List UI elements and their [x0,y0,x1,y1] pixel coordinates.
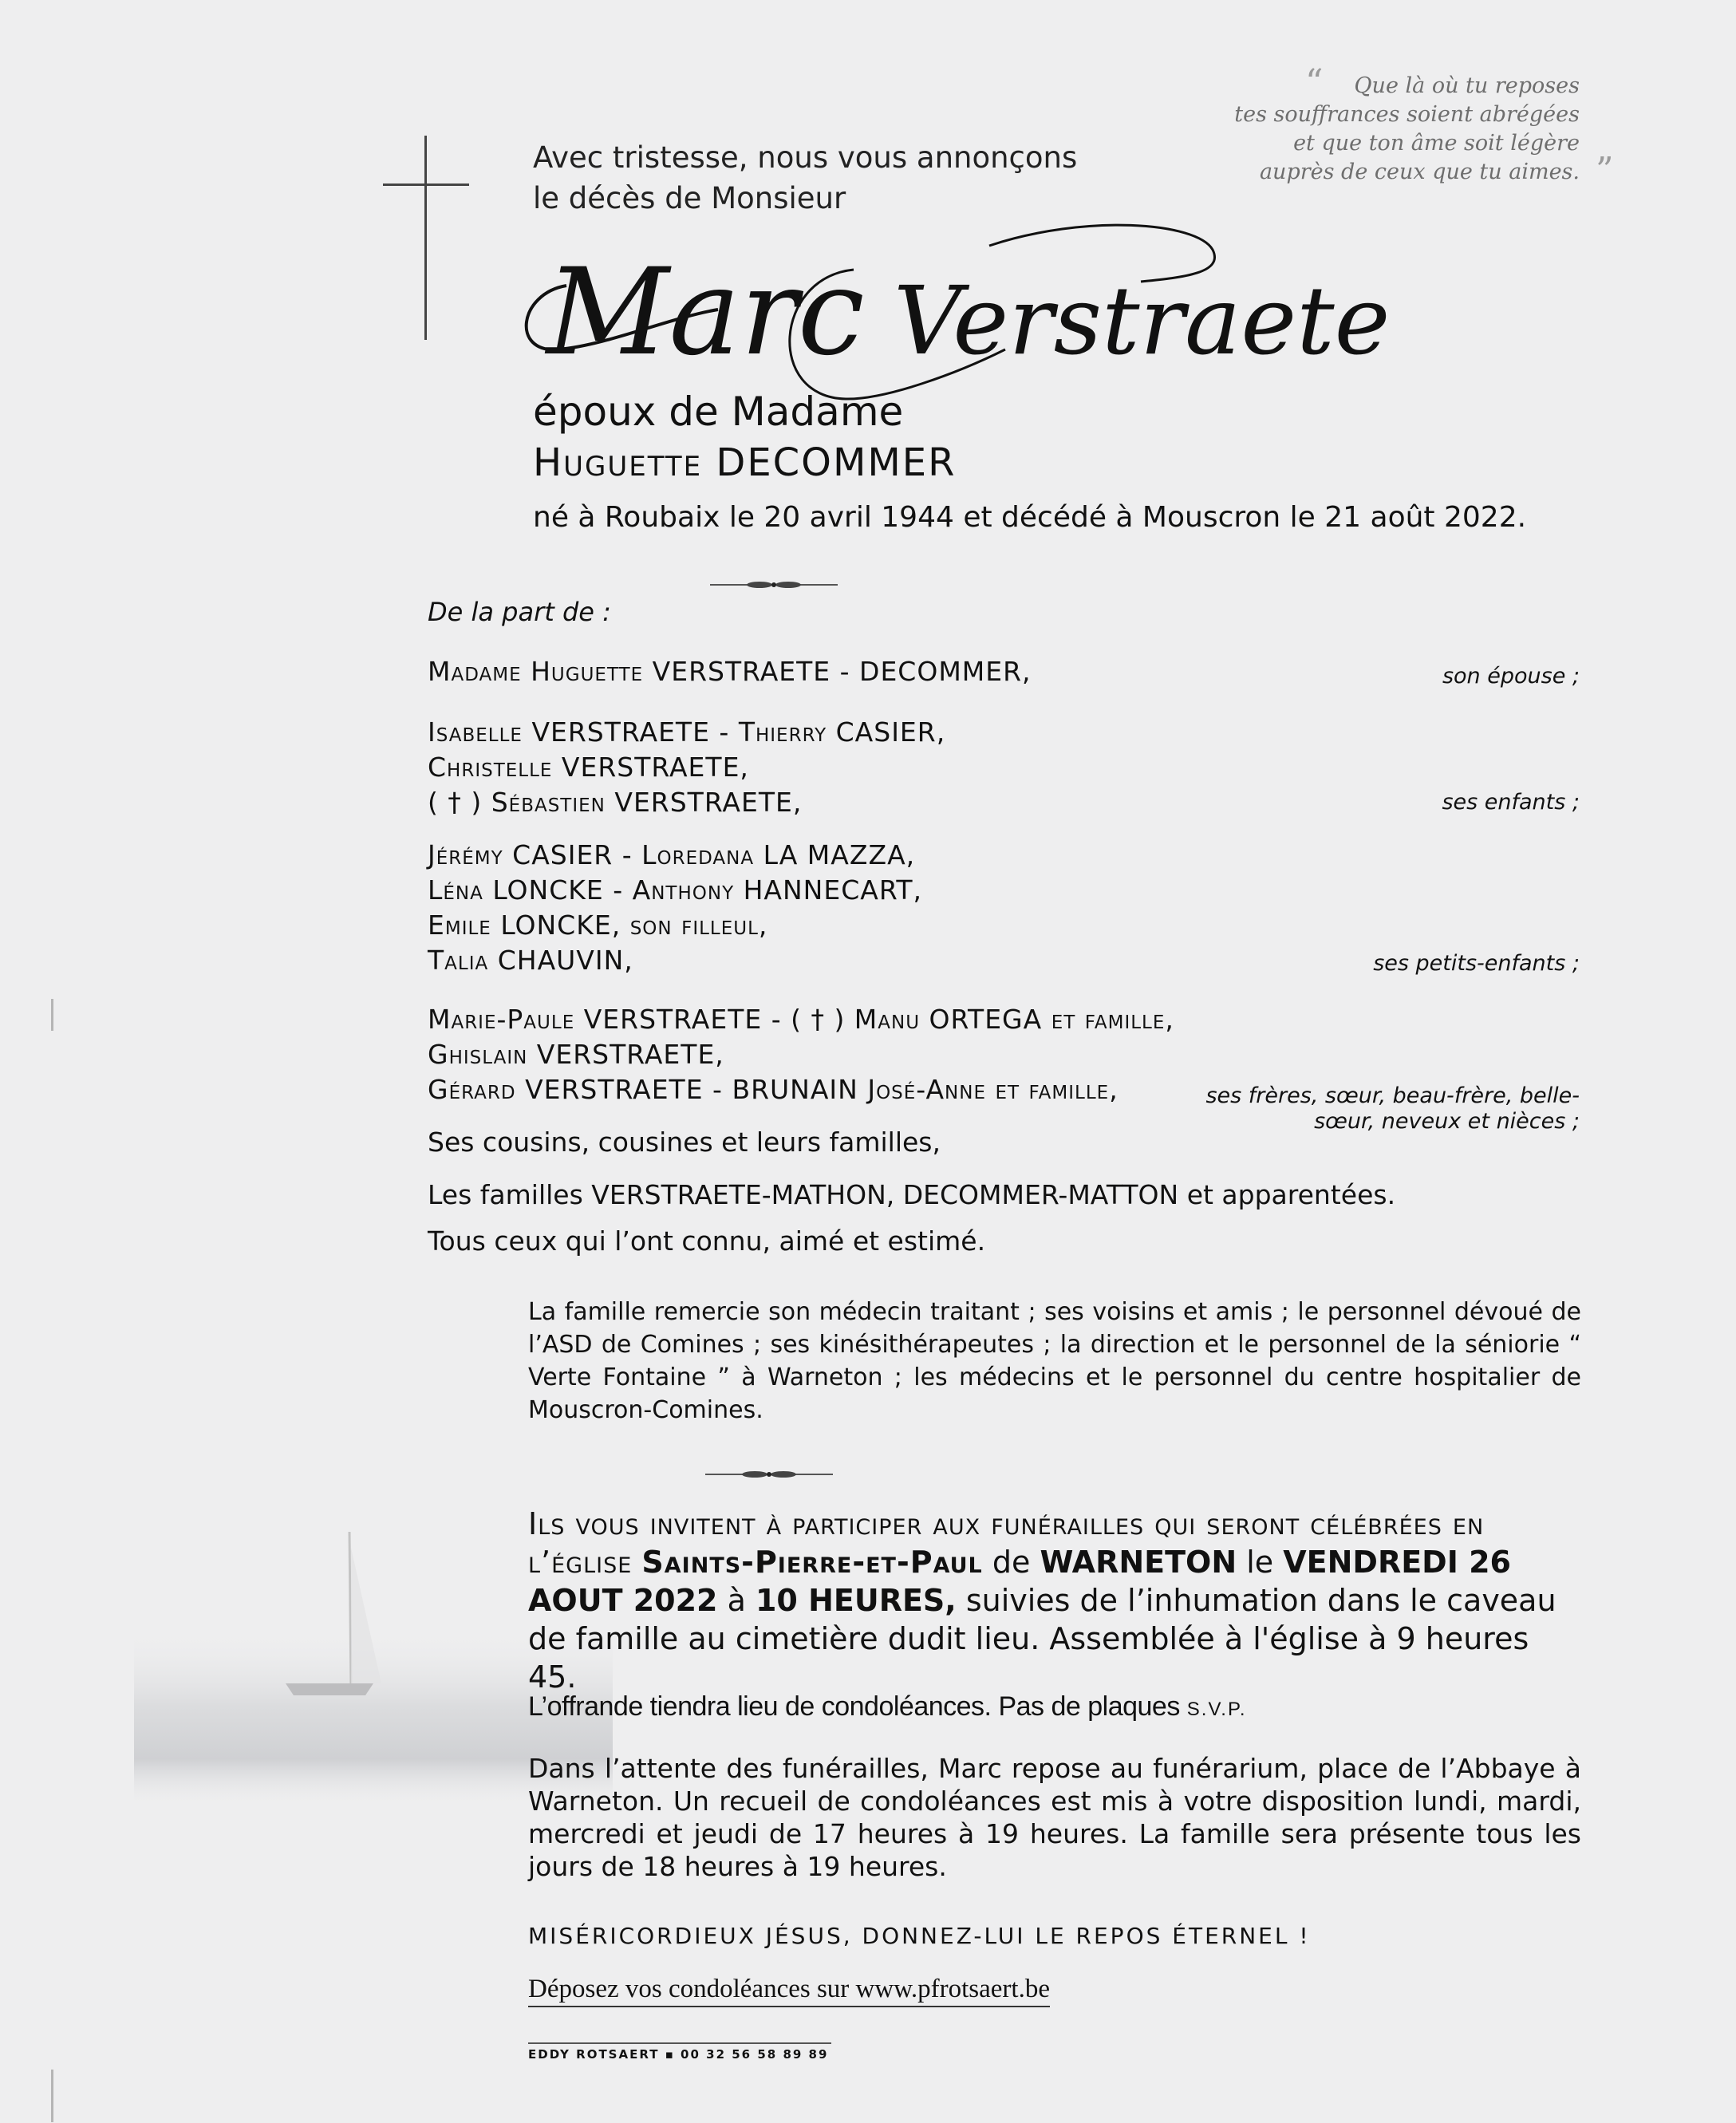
funeral-home-footer: EDDY ROTSAERT ▪ 00 32 56 58 89 89 [528,2042,831,2062]
all-known-line: Tous ceux qui l’ont connu, aimé et estimé. [428,1225,986,1257]
scan-mark [51,999,53,1031]
spouse-name: Huguette DECOMMER [533,440,957,485]
invitation-a: à [727,1583,746,1618]
ornament-divider-icon [710,579,838,590]
family-group-children [428,715,945,820]
family-line: Madame Huguette VERSTRAETE - DECOMMER, [428,656,1032,687]
family-group-spouse [428,654,1032,689]
deceased-last-name: Verstraete [894,266,1391,376]
cross-icon-bar [383,183,469,186]
invitation-intro: Ils vous invitent à participer aux funérailles qui seront célébrées en l’église [528,1506,1485,1580]
deceased-first-name: Marc [546,243,865,382]
family-group-grandchildren [428,838,922,978]
family-line: Ghislain VERSTRAETE, [428,1039,724,1070]
offering-svp: S.V.P. [1186,1699,1247,1720]
quote-line: auprès de ceux que tu aimes. [1259,160,1580,184]
church-name: Saints-Pierre-et-Paul [641,1545,983,1580]
funeral-invitation [528,1505,1581,1696]
offering-text: L’offrande tiendra lieu de condoléances. Pas de plaques [528,1691,1180,1722]
relation-line: ses frères, sœur, beau-frère, belle- [1205,1083,1580,1108]
family-label: De la part de : [428,597,611,627]
family-line: Gérard VERSTRAETE - BRUNAIN José-Anne et famille, [428,1074,1119,1105]
prayer-line: MISÉRICORDIEUX JÉSUS, DONNEZ-LUI LE REPOS ÉTERNEL ! [528,1923,1311,1949]
family-line: Emile LONCKE, son filleul, [428,910,768,941]
relation-line: sœur, neveux et nièces ; [1314,1109,1580,1134]
cross-icon [424,136,427,340]
intro-line-2: le décès de Monsieur [533,181,846,215]
offering-note [528,1691,1247,1722]
repose-paragraph: Dans l’attente des funérailles, Marc repose au funérarium, place de l’Abbaye à Warneton. Un recueil de condoléances est mis à votre disposition lundi, mardi, mercredi et jeudi de 17 heures à 19 heures. La famille sera présente tous les jours de 18 heures à 19 heures. [528,1753,1581,1882]
thanks-paragraph: La famille remercie son médecin traitant ; ses voisins et amis ; le personnel dévoué de l’ASD de Comines ; ses kinésithérapeutes ; la direction et le personnel de la séniorie “ Verte Fontaine ” à Warneton ; les médecins et le personnel du centre hospitalier de Mouscron-Comines. [528,1298,1581,1424]
quote-line: tes souffrances soient abrégées [1234,102,1580,127]
quote-line: Que là où tu reposes [1354,73,1580,98]
quote-line: et que ton âme soit légère [1293,131,1580,156]
families-line: Les familles VERSTRAETE-MATHON, DECOMMER-MATTON et apparentées. [428,1179,1396,1210]
invitation-le: le [1246,1545,1274,1580]
relation-label-siblings [1205,1083,1580,1135]
family-line: Christelle VERSTRAETE, [428,752,749,783]
funeral-date: VENDREDI 26 AOUT 2022 [528,1545,1511,1618]
relation-label: ses enfants ; [1442,790,1580,815]
family-line: Marie-Paule VERSTRAETE - ( † ) Manu ORTEGA et famille, [428,1004,1174,1035]
intro-line-1: Avec tristesse, nous vous annonçons [533,140,1078,175]
spouse-heading: époux de Madame [533,389,904,435]
invitation-details: suivies de l’inhumation dans le caveau de famille au cimetière dudit lieu. Assemblée à l'église à 9 heures 45. [528,1583,1556,1695]
epitaph-quote [1197,72,1580,187]
funeral-time: 10 HEURES, [755,1583,957,1618]
relation-label: ses petits-enfants ; [1373,951,1580,976]
family-line: Isabelle VERSTRAETE - Thierry CASIER, [428,716,946,748]
ornament-divider-icon [705,1469,833,1480]
family-line: Jérémy CASIER - Loredana LA MAZZA, [428,839,916,870]
announcement-intro [533,137,1077,219]
invitation-de: de [992,1545,1031,1580]
funeral-town: WARNETON [1040,1545,1237,1580]
family-line: Léna LONCKE - Anthony HANNECART, [428,874,923,906]
birth-death-line: né à Roubaix le 20 avril 1944 et décédé à Mouscron le 21 août 2022. [533,501,1527,534]
family-group-siblings [428,1002,1174,1107]
cousins-line: Ses cousins, cousines et leurs familles, [428,1127,941,1158]
scan-mark [51,2070,53,2122]
family-line: ( † ) Sébastien VERSTRAETE, [428,787,803,818]
quote-close-mark: ” [1596,150,1614,191]
quote-open-mark: “ [1305,62,1324,103]
family-line: Talia CHAUVIN, [428,945,633,976]
relation-label: son épouse ; [1442,664,1580,689]
condolence-link[interactable]: Déposez vos condoléances sur www.pfrotsaert.be [528,1975,1050,2007]
